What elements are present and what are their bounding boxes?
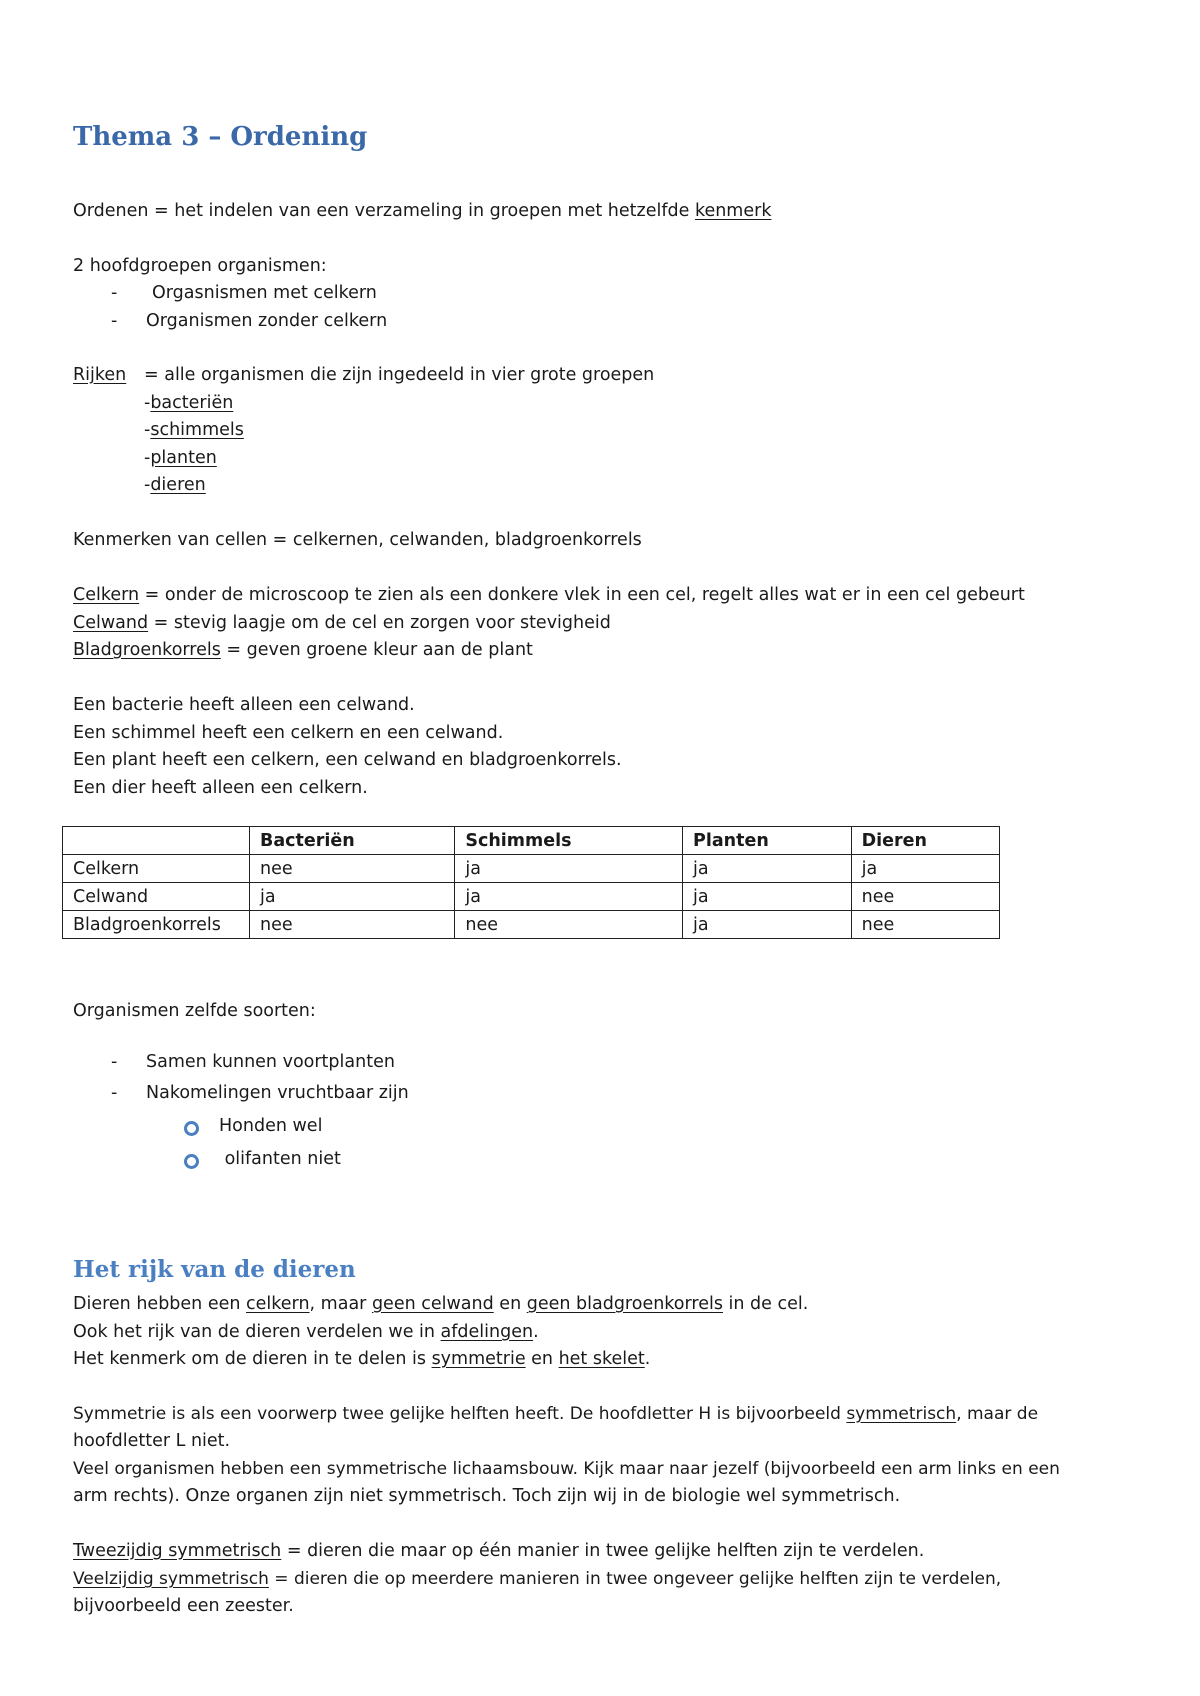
- list-dash: -: [111, 1052, 118, 1072]
- table-cell: nee: [250, 855, 455, 883]
- term: geen celwand: [371, 1294, 494, 1314]
- term: symmetrie: [431, 1349, 526, 1369]
- table-header-cell: Dieren: [851, 827, 999, 855]
- sentence: Een plant heeft een celkern, een celwand en bladgroenkorrels.: [73, 750, 622, 770]
- rijk-schimmels: schimmels: [150, 420, 244, 440]
- symmetrie-line-2: hoofdletter L niet.: [73, 1431, 231, 1451]
- dieren-line-2: [73, 1319, 539, 1346]
- list-dash: -: [111, 311, 118, 331]
- text: .: [644, 1349, 651, 1369]
- sub-list-item: olifanten niet: [219, 1149, 341, 1169]
- list-dash: -: [111, 1083, 118, 1103]
- table-cell: nee: [851, 883, 999, 911]
- table-row: [63, 911, 1000, 939]
- symmetrie-line-1: [73, 1401, 1038, 1428]
- term: geen bladgroenkorrels: [526, 1294, 723, 1314]
- list-dash: -: [144, 420, 151, 440]
- text: in de cel.: [722, 1294, 809, 1314]
- kenmerken-line: Kenmerken van cellen = celkernen, celwanden, bladgroenkorrels: [73, 530, 642, 550]
- list-item: [144, 417, 244, 444]
- rijk-planten: planten: [150, 448, 217, 468]
- term: Veelzijdig symmetrisch: [73, 1569, 269, 1589]
- circle-bullet-icon: [184, 1154, 199, 1173]
- dieren-line-1: [73, 1291, 808, 1318]
- term: Celkern: [73, 585, 140, 605]
- text: en: [493, 1294, 527, 1314]
- ordenen-text: Ordenen = het indelen van een verzameling in groepen met hetzelfde: [73, 201, 695, 221]
- term: celkern: [246, 1294, 310, 1314]
- table-cell: Celwand: [63, 883, 250, 911]
- list-dash: -: [144, 475, 151, 495]
- sentence: Een bacterie heeft alleen een celwand.: [73, 695, 415, 715]
- text: Dieren hebben een: [73, 1294, 247, 1314]
- veelzijdig-definition: [73, 1566, 1001, 1593]
- list-item: Nakomelingen vruchtbaar zijn: [146, 1083, 409, 1103]
- list-dash: -: [144, 448, 151, 468]
- table-cell: nee: [851, 911, 999, 939]
- term: het skelet: [558, 1349, 645, 1369]
- veelzijdig-example: bijvoorbeeld een zeester.: [73, 1596, 294, 1616]
- list-item: [144, 390, 233, 417]
- hoofdgroepen-heading: 2 hoofdgroepen organismen:: [73, 256, 327, 276]
- list-item: [144, 472, 206, 499]
- sub-list-item: Honden wel: [219, 1116, 323, 1136]
- table-cell: ja: [851, 855, 999, 883]
- circle-bullet-icon: [184, 1121, 199, 1140]
- table-row: [63, 855, 1000, 883]
- table-cell: ja: [683, 911, 852, 939]
- symmetrie-line-3: Veel organismen hebben een symmetrische lichaamsbouw. Kijk maar naar jezelf (bijvoorbeeld een arm links en een: [73, 1459, 1060, 1479]
- table-cell: Bladgroenkorrels: [63, 911, 250, 939]
- ordenen-definition: [73, 198, 771, 225]
- table-header-cell: Schimmels: [455, 827, 683, 855]
- rijk-dieren: dieren: [150, 475, 206, 495]
- term: symmetrisch: [846, 1404, 957, 1424]
- list-item: Organismen zonder celkern: [146, 311, 388, 331]
- table-header-cell: Bacteriën: [250, 827, 455, 855]
- text: Ook het rijk van de dieren verdelen we in: [73, 1322, 441, 1342]
- term: Tweezijdig symmetrisch: [73, 1541, 282, 1561]
- definition-text: = onder de microscoop te zien als een donkere vlek in een cel, regelt alles wat er in een cel gebeurt: [139, 585, 1025, 605]
- soorten-heading: Organismen zelfde soorten:: [73, 1001, 316, 1021]
- rijken-definition: = alle organismen die zijn ingedeeld in vier grote groepen: [144, 365, 655, 385]
- definition-text: = dieren die maar op één manier in twee gelijke helften zijn te verdelen.: [281, 1541, 925, 1561]
- term: Bladgroenkorrels: [73, 640, 221, 660]
- sentence: Een schimmel heeft een celkern en een celwand.: [73, 723, 504, 743]
- text: , maar: [309, 1294, 372, 1314]
- term: Celwand: [73, 613, 149, 633]
- table-header-row: [63, 827, 1000, 855]
- text: en: [525, 1349, 559, 1369]
- text: .: [533, 1322, 539, 1342]
- list-dash: -: [144, 393, 151, 413]
- table-cell: Celkern: [63, 855, 250, 883]
- definition-text: = stevig laagje om de cel en zorgen voor stevigheid: [148, 613, 611, 633]
- table-cell: ja: [250, 883, 455, 911]
- list-dash: -: [111, 283, 118, 303]
- definition-celwand: [73, 610, 611, 637]
- definition-bladgroenkorrels: [73, 637, 533, 664]
- text: Symmetrie is als een voorwerp twee gelijke helften heeft. De hoofdletter H is bijvoorbeeld: [73, 1404, 847, 1424]
- table-cell: ja: [683, 855, 852, 883]
- text: , maar de: [956, 1404, 1039, 1424]
- tweezijdig-definition: [73, 1538, 924, 1565]
- table-cell: ja: [683, 883, 852, 911]
- ordenen-term: kenmerk: [694, 201, 772, 221]
- rijken-term-text: Rijken: [73, 365, 127, 385]
- definition-text: = geven groene kleur aan de plant: [220, 640, 533, 660]
- section-heading: Het rijk van de dieren: [73, 1256, 356, 1283]
- definition-text: = dieren die op meerdere manieren in twee ongeveer gelijke helften zijn te verdelen,: [268, 1569, 1002, 1589]
- term: afdelingen: [440, 1322, 534, 1342]
- table-cell: nee: [250, 911, 455, 939]
- page-title: Thema 3 – Ordening: [73, 122, 368, 152]
- table-header-cell: Planten: [683, 827, 852, 855]
- list-item: [144, 445, 217, 472]
- table-row: [63, 883, 1000, 911]
- dieren-line-3: [73, 1346, 650, 1373]
- symmetrie-line-4: arm rechts). Onze organen zijn niet symmetrisch. Toch zijn wij in de biologie wel symmetrisch.: [73, 1486, 901, 1506]
- cell-properties-table: [62, 826, 1000, 939]
- sentence: Een dier heeft alleen een celkern.: [73, 778, 368, 798]
- list-item: Samen kunnen voortplanten: [146, 1052, 395, 1072]
- table-cell: nee: [455, 911, 683, 939]
- rijk-bacterien: bacteriën: [150, 393, 234, 413]
- table-header-cell: [63, 827, 250, 855]
- table-cell: ja: [455, 883, 683, 911]
- list-item: Orgasnismen met celkern: [152, 283, 377, 303]
- table-cell: ja: [455, 855, 683, 883]
- definition-celkern: [73, 582, 1025, 609]
- rijken-term: [73, 362, 126, 389]
- text: Het kenmerk om de dieren in te delen is: [73, 1349, 432, 1369]
